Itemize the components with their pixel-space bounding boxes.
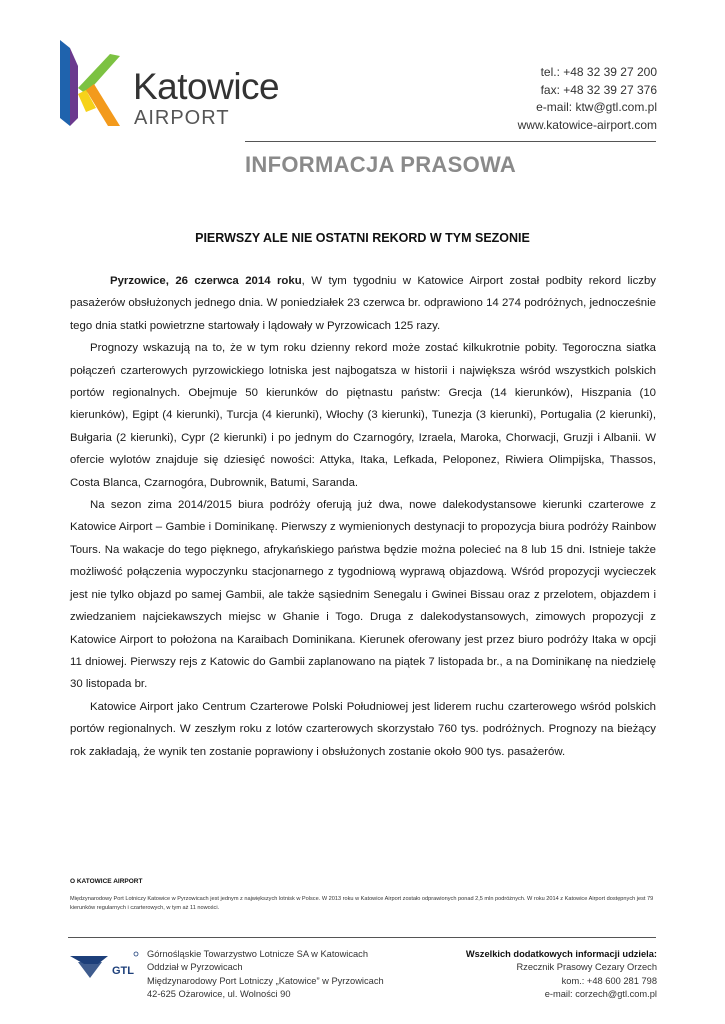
- katowice-airport-logo: [56, 38, 296, 134]
- contact-phone: tel.: +48 32 39 27 200: [540, 65, 657, 79]
- article-paragraph-1-text: , W tym tygodniu w Katowice Airport został podbity rekord liczby pasażerów obsłużonych jednego dnia. W poniedziałek 23 czerwca br. odprawiono 14 274 podróżnych, jednocześnie tego dnia statki powietrzne startowały i lądowały w Pyrzowicach 125 razy.: [70, 275, 656, 332]
- header-divider: [245, 141, 656, 142]
- brand-name: Katowice: [133, 66, 280, 107]
- footer-branch: Oddział w Pyrzowicach: [147, 962, 243, 973]
- footer-contact-title: Wszelkich dodatkowych informacji udziela:: [465, 949, 657, 959]
- katowice-airport-logo-icon: [56, 38, 126, 130]
- footer-address: 42-625 Ożarowice, ul. Wolności 90: [147, 988, 291, 999]
- about-text: Międzynarodowy Port Lotniczy Katowice w Pyrzowicach jest jednym z największych lotnisk w Polsce. W 2013 roku w Katowice Airport zostało odprawionych ponad 2,5 mln podróżnych. W roku 2014 z Katowice Airport dostępnych jest 79 kierunków regularnych i czarterowych, w tym aż 11 nowości.: [70, 896, 654, 911]
- footer-mobile: kom.: +48 600 281 798: [561, 975, 657, 986]
- footer-airport-name: Międzynarodowy Port Lotniczy „Katowice” w Pyrzowicach: [147, 975, 384, 986]
- contact-website[interactable]: www.katowice-airport.com: [517, 117, 657, 132]
- press-release-title: INFORMACJA PRASOWA: [245, 152, 517, 177]
- article-paragraph-3: Na sezon zima 2014/2015 biura podróży oferują już dwa, nowe dalekodystansowe kierunki czarterowe z Katowice Airport – Gambie i Dominikanę. Pierwszy z wymienionych destynacji to propozycja biura podróży Rainbow Tours. Na wakacje do tego pięknego, afrykańskiego państwa będzie można polecieć na 8 lub 15 dni. Istnieje także możliwość połączenia wypoczynku stacjonarnego z tygodniową wyprawą objazdową. Wśród propozycji wycieczek jest nie tylko objazd po samej Gambii, ale także sąsiednim Senegalu i Gwinei Bissau oraz z przelotem, objazdem i zwiedzaniem najciekawszych miejsc w Ghanie i Togo. Druga z dalekodystansowych, zimowych propozycji z Katowice Airport to położona na Karaibach Dominikana. Kierunek oferowany jest przez biuro podróży Itaka w opcji 11 dniowej. Pierwszy rejs z Katowic do Gambii zaplanowano na piątek 7 listopada br., a na Dominikanę na niedzielę 30 listopada br.: [70, 499, 656, 691]
- footer-company-name: Górnośląskie Towarzystwo Lotnicze SA w Katowicach: [147, 949, 368, 959]
- gtl-logo-label: GTL: [112, 965, 134, 977]
- footer-email[interactable]: e-mail: corzech@gtl.com.pl: [544, 988, 657, 999]
- gtl-logo-icon: [68, 948, 140, 982]
- contact-email[interactable]: e-mail: ktw@gtl.com.pl: [536, 100, 657, 114]
- article-paragraph-4: Katowice Airport jako Centrum Czarterowe Polski Południowej jest liderem ruchu czarterowego wśród polskich portów regionalnych. W zeszłym roku z lotów czarterowych skorzystało 760 tys. podróżnych. Prognozy na bieżący rok zakładają, że wynik ten zostanie poprawiony i obsłużonych zostanie około 900 tys. pasażerów.: [70, 700, 656, 758]
- footer-divider: [68, 937, 656, 938]
- contact-fax: fax: +48 32 39 27 376: [540, 82, 657, 97]
- about-title: O KATOWICE AIRPORT: [70, 878, 143, 885]
- footer-spokesperson: Rzecznik Prasowy Cezary Orzech: [516, 962, 657, 973]
- header-contact: [518, 64, 657, 134]
- article-dateline: Pyrzowice, 26 czerwca 2014 roku: [110, 275, 302, 287]
- article-headline: PIERWSZY ALE NIE OSTATNI REKORD W TYM SEZONIE: [195, 231, 530, 245]
- article-paragraph-1: [70, 270, 656, 337]
- brand-subtitle: AIRPORT: [134, 107, 230, 129]
- footer-company-info: [147, 948, 384, 1001]
- footer-press-contact: [466, 948, 657, 1001]
- article-body: [70, 270, 656, 763]
- article-paragraph-2: Prognozy wskazują na to, że w tym roku dzienny rekord może zostać kilkukrotnie pobity. Tegoroczna siatka połączeń czarterowych pyrzowickiego lotniska jest najbogatsza w historii i największa wśród wszystkich polskich portów regionalnych. Obejmuje 50 kierunków do piętnastu państw: Grecja (14 kierunków), Hiszpania (10 kierunków), Egipt (4 kierunki), Turcja (4 kierunki), Włochy (3 kierunki), Tunezja (3 kierunki), Portugalia (2 kierunki), Bułgaria (2 kierunki), Cypr (2 kierunki) i po jednym do Czarnogóry, Izraela, Maroka, Chorwacji, Gruzji i Albanii. W ofercie wylotów znajduje się dziesięć nowości: Attyka, Itaka, Lefkada, Peloponez, Riwiera Olimpijska, Thassos, Costa Blanca, Czarnogóra, Dubrownik, Batumi, Saranda.: [70, 342, 656, 489]
